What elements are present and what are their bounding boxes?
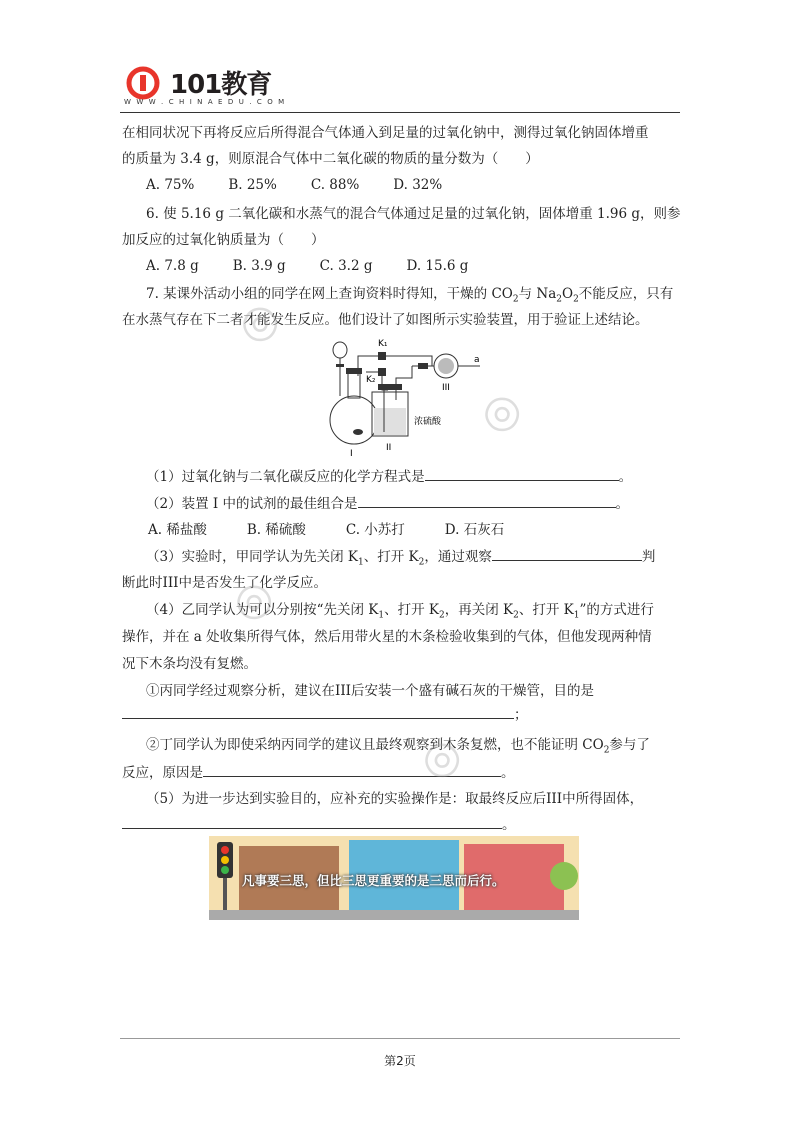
q6-option-a: A. 7.8 g bbox=[146, 258, 199, 274]
q6-option-b: B. 3.9 g bbox=[232, 258, 286, 274]
q5-line2: 的质量为 3.4 g，则原混合气体中二氧化碳的物质的量分数为（ ） bbox=[122, 151, 539, 167]
q7-p3-line2: 断此时III中是否发生了化学反应。 bbox=[122, 575, 327, 591]
q5-option-b: B. 25% bbox=[228, 177, 277, 193]
q6-line2: 加反应的过氧化钠质量为（ ） bbox=[122, 232, 325, 248]
q7-p4-2: ②丁同学认为即使采纳丙同学的建议且最终观察到木条复燃，也不能证明 $CO_2$参与了 bbox=[146, 737, 650, 756]
watermark-icon: ◎ bbox=[410, 725, 471, 790]
q7-p3: （3）实验时，甲同学认为先关闭 $K_1$、打开 $K_2$，通过观察 判 bbox=[146, 546, 655, 573]
q7-option-d: D. 石灰石 bbox=[444, 522, 505, 538]
q7-option-b: B. 稀硫酸 bbox=[246, 522, 306, 538]
q7-p2-options bbox=[148, 520, 544, 540]
logo-url: W W W . C H I N A E D U . C O M bbox=[124, 98, 286, 106]
watermark-icon: ◎ bbox=[228, 289, 289, 354]
label-acid: 浓硫酸 bbox=[414, 417, 442, 427]
q5-option-c: C. 88% bbox=[310, 177, 360, 193]
q7-option-c: C. 小苏打 bbox=[345, 522, 405, 538]
label-flask-1: I bbox=[350, 449, 353, 459]
footer-divider bbox=[120, 1038, 680, 1039]
q7-p4-line2: 操作，并在 a 处收集所得气体，然后用带火星的木条检验收集到的气体，但他发现两种情 bbox=[122, 629, 652, 645]
q7-p4-1-blank: ； bbox=[122, 704, 528, 725]
q7-p4: （4）乙同学认为可以分别按“先关闭 $K_1$、打开 $K_2$，再关闭 $K_2$、打开 $K_1$”的方式进行 bbox=[146, 602, 654, 621]
q7-p5-blank: 。 bbox=[122, 814, 516, 835]
q7-p5: （5）为进一步达到实验目的，应补充的实验操作是：取最终反应后III中所得固体， bbox=[146, 791, 644, 807]
q6-option-c: C. 3.2 g bbox=[319, 258, 373, 274]
label-tube-3: III bbox=[442, 383, 450, 393]
q7-option-a: A. 稀盐酸 bbox=[148, 522, 207, 538]
page-number: 第2页 bbox=[384, 1054, 416, 1068]
banner-quote: 凡事要三思，但比三思更重要的是三思而后行。 bbox=[242, 873, 505, 888]
q5-line1: 在相同状况下再将反应后所得混合气体通入到足量的过氧化钠中，测得过氧化钠固体增重 bbox=[122, 125, 649, 141]
label-k1: K₁ bbox=[378, 339, 388, 349]
q7-p4-2-line2: 反应，原因是 。 bbox=[122, 762, 515, 783]
q7-p4-1: ①丙同学经过观察分析，建议在III后安装一个盛有碱石灰的干燥管，目的是 bbox=[146, 683, 594, 699]
label-bottle-2: II bbox=[386, 443, 392, 453]
q7-p1: （1）过氧化钠与二氧化碳反应的化学方程式是 。 bbox=[146, 466, 632, 487]
q6-option-d: D. 15.6 g bbox=[406, 258, 469, 274]
q5-option-a: A. 75% bbox=[146, 177, 195, 193]
q7-p2: （2）装置 I 中的试剂的最佳组合是 。 bbox=[146, 493, 629, 514]
watermark-icon: ◎ bbox=[470, 379, 531, 444]
label-a: a bbox=[474, 355, 480, 365]
watermark-icon: ◎ bbox=[222, 567, 283, 632]
apparatus-diagram bbox=[322, 338, 492, 460]
q6-line1: 6. 使 5.16 g 二氧化碳和水蒸气的混合气体通过足量的过氧化钠，固体增重 1.96 g，则参 bbox=[146, 206, 681, 222]
q5-option-d: D. 32% bbox=[393, 177, 443, 193]
q7-p4-line3: 况下木条均没有复燃。 bbox=[122, 656, 257, 672]
q6-options bbox=[146, 256, 502, 276]
q5-options bbox=[146, 175, 476, 195]
q7-line1: 7. 某课外活动小组的同学在网上查询资料时得知，干燥的 $CO_2$与 $Na_2O_2$不能反应，只有 bbox=[146, 286, 674, 305]
header-divider bbox=[120, 112, 680, 113]
q7-line2: 在水蒸气存在下二者才能发生反应。他们设计了如图所示实验装置，用于验证上述结论。 bbox=[122, 312, 649, 328]
logo-text: 101教育 bbox=[170, 70, 272, 100]
label-k2: K₂ bbox=[366, 375, 376, 385]
